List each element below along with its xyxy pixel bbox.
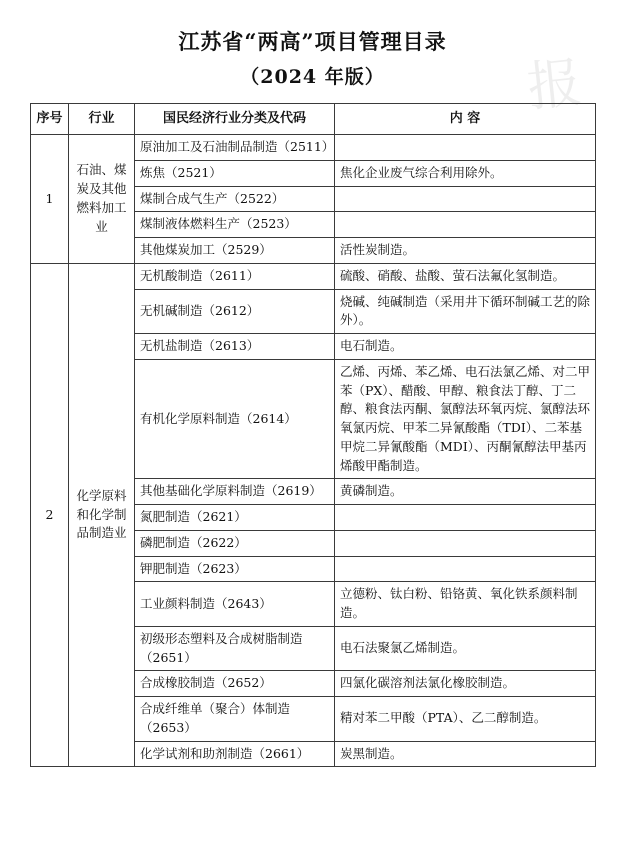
cell-code: 煤制液体燃料生产（2523） xyxy=(135,212,335,238)
cell-content: 炭黑制造。 xyxy=(335,741,596,767)
cell-code: 磷肥制造（2622） xyxy=(135,530,335,556)
page-subtitle: （2024 年版） xyxy=(240,66,385,88)
cell-content xyxy=(335,135,596,161)
cell-code: 初级形态塑料及合成树脂制造（2651） xyxy=(135,626,335,671)
table-header-row xyxy=(31,104,596,135)
cell-code: 合成纤维单（聚合）体制造（2653） xyxy=(135,697,335,742)
cell-content xyxy=(335,556,596,582)
cell-code: 氮肥制造（2621） xyxy=(135,505,335,531)
cell-content xyxy=(335,212,596,238)
cell-content: 电石制造。 xyxy=(335,334,596,360)
cell-code: 其他煤炭加工（2529） xyxy=(135,238,335,264)
cell-content: 烧碱、纯碱制造（采用井下循环制碱工艺的除外）。 xyxy=(335,289,596,334)
cell-code: 化学试剂和助剂制造（2661） xyxy=(135,741,335,767)
cell-code: 无机碱制造（2612） xyxy=(135,289,335,334)
cell-seq: 1 xyxy=(31,135,69,264)
column-header-industry: 行业 xyxy=(69,104,135,135)
cell-code: 合成橡胶制造（2652） xyxy=(135,671,335,697)
cell-code: 工业颜料制造（2643） xyxy=(135,582,335,627)
cell-code: 其他基础化学原料制造（2619） xyxy=(135,479,335,505)
cell-code: 有机化学原料制造（2614） xyxy=(135,359,335,479)
cell-industry: 石油、煤炭及其他燃料加工业 xyxy=(69,135,135,264)
cell-content: 黄磷制造。 xyxy=(335,479,596,505)
cell-content xyxy=(335,530,596,556)
catalog-table xyxy=(30,103,596,767)
cell-content: 电石法聚氯乙烯制造。 xyxy=(335,626,596,671)
cell-content xyxy=(335,505,596,531)
cell-code: 原油加工及石油制品制造（2511） xyxy=(135,135,335,161)
cell-content: 活性炭制造。 xyxy=(335,238,596,264)
cell-code: 无机盐制造（2613） xyxy=(135,334,335,360)
cell-content: 乙烯、丙烯、苯乙烯、电石法氯乙烯、对二甲苯（PX）、醋酸、甲醇、粮食法丁醇、丁二醇、粮食法丙酮、氯醇法环氧丙烷、氯醇法环氧氯丙烷、甲苯二异氰酸酯（TDI）、二苯基甲烷二异氰酸酯（MDI）、丙酮氰醇法甲基丙烯酸甲酯制造。 xyxy=(335,359,596,479)
cell-code: 无机酸制造（2611） xyxy=(135,263,335,289)
cell-seq: 2 xyxy=(31,263,69,767)
table-row xyxy=(31,135,596,161)
cell-content: 精对苯二甲酸（PTA）、乙二醇制造。 xyxy=(335,697,596,742)
cell-content: 立德粉、钛白粉、铅铬黄、氧化铁系颜料制造。 xyxy=(335,582,596,627)
cell-code: 炼焦（2521） xyxy=(135,160,335,186)
cell-industry: 化学原料和化学制品制造业 xyxy=(69,263,135,767)
page-title: 江苏省“两高”项目管理目录 xyxy=(178,29,447,54)
cell-code: 煤制合成气生产（2522） xyxy=(135,186,335,212)
column-header-content: 内 容 xyxy=(335,104,596,135)
watermark-text: 报 xyxy=(524,50,591,119)
cell-content: 四氯化碳溶剂法氯化橡胶制造。 xyxy=(335,671,596,697)
table-row xyxy=(31,263,596,289)
catalog-table-body xyxy=(31,135,596,767)
cell-content: 焦化企业废气综合利用除外。 xyxy=(335,160,596,186)
cell-code: 钾肥制造（2623） xyxy=(135,556,335,582)
cell-content: 硫酸、硝酸、盐酸、萤石法氟化氢制造。 xyxy=(335,263,596,289)
column-header-code: 国民经济行业分类及代码 xyxy=(135,104,335,135)
column-header-seq: 序号 xyxy=(31,104,69,135)
cell-content xyxy=(335,186,596,212)
